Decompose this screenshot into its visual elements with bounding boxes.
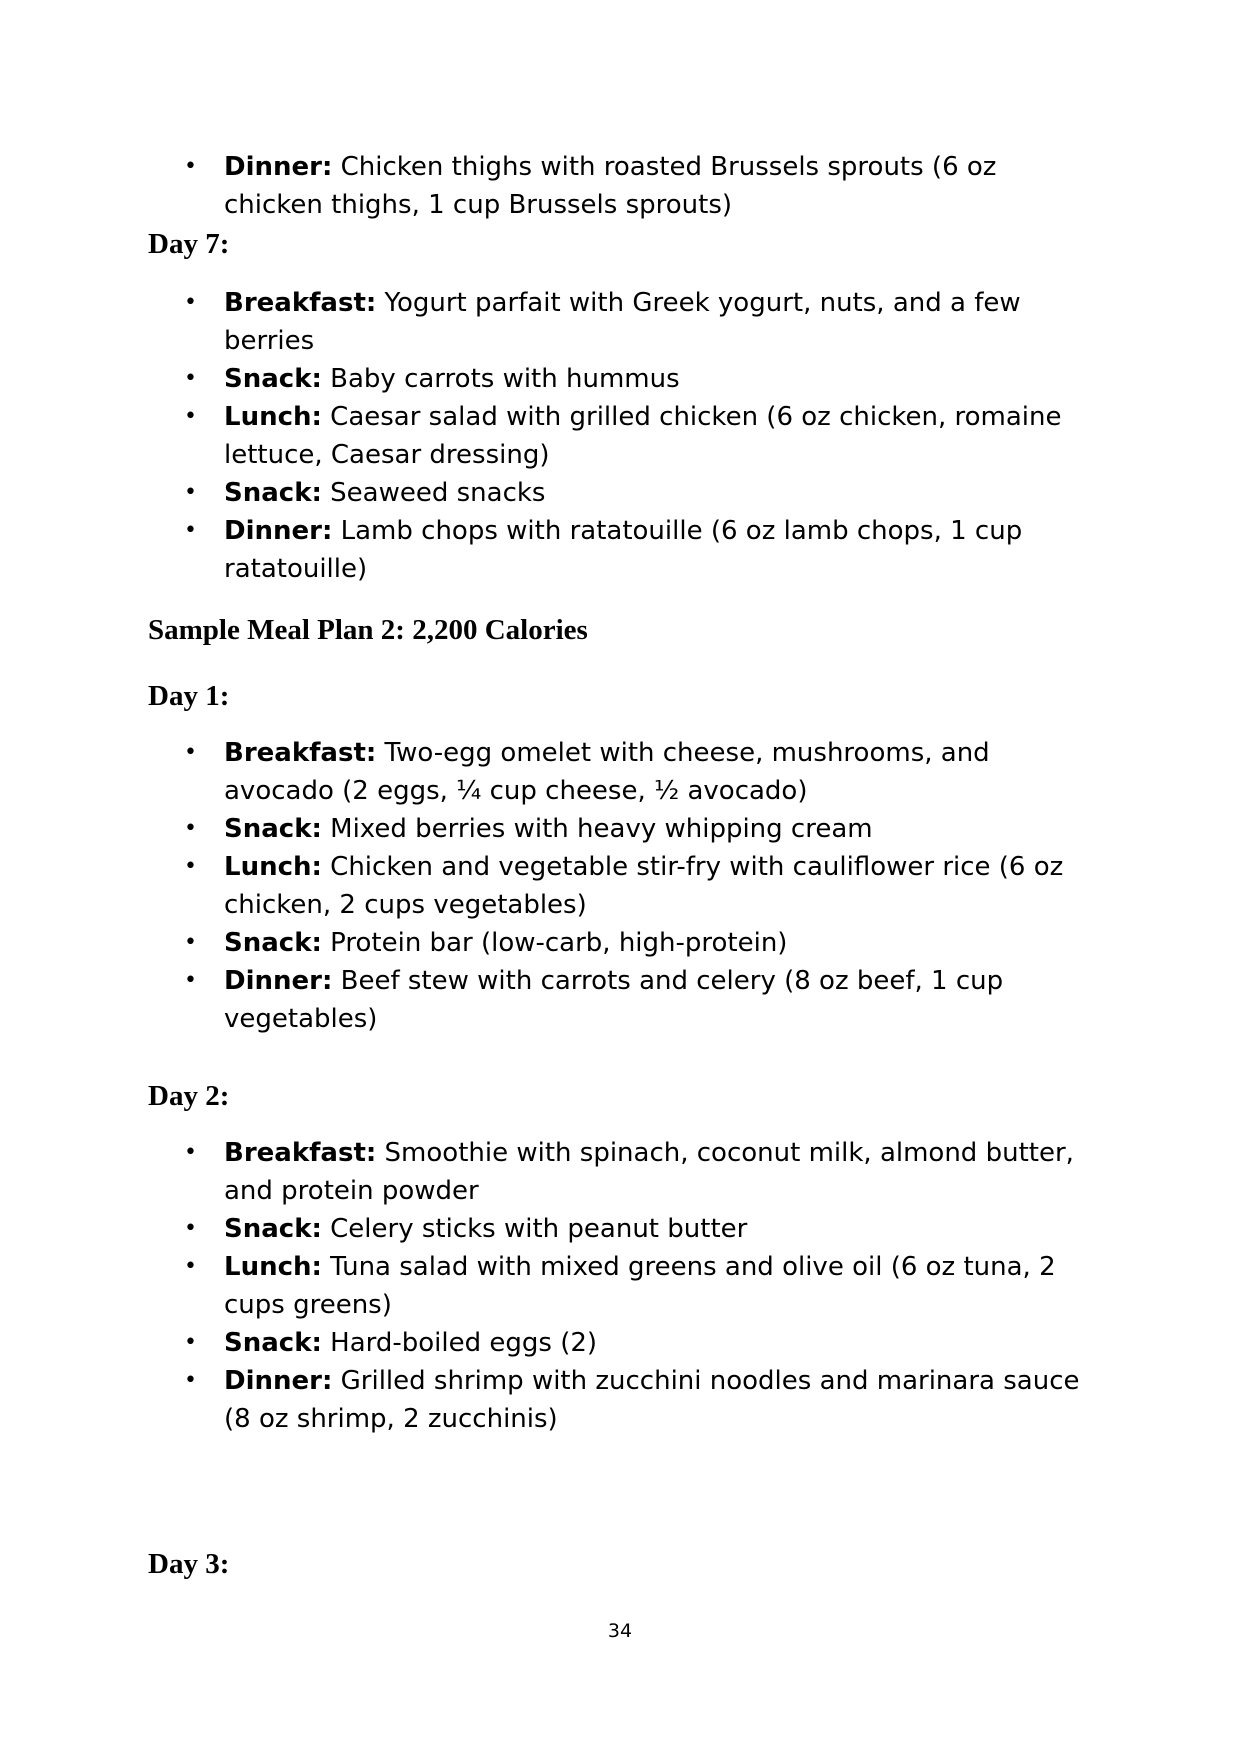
list-item [148, 398, 1098, 474]
bullet-icon: • [184, 1368, 197, 1393]
list-item [148, 810, 1098, 848]
list-item [148, 1362, 1098, 1438]
plan2-day1-meal-list [148, 734, 1098, 1038]
page-number: 34 [607, 1620, 633, 1642]
bullet-icon: • [184, 480, 197, 505]
bullet-icon: • [184, 366, 197, 391]
list-item [148, 1134, 1098, 1210]
meal-label: Breakfast: [224, 1138, 377, 1168]
meal-text: Yogurt parfait with Greek yogurt, nuts, and a few berries [224, 288, 1021, 356]
list-item [148, 148, 1098, 224]
bullet-icon: • [184, 404, 197, 429]
list-item [148, 962, 1098, 1038]
meal-label: Snack: [224, 814, 322, 844]
bullet-icon: • [184, 1216, 197, 1241]
bullet-icon: • [184, 968, 197, 993]
plan2-day1-heading: Day 1: [148, 680, 230, 712]
bullet-icon: • [184, 930, 197, 955]
list-item [148, 1248, 1098, 1324]
bullet-icon: • [184, 1254, 197, 1279]
meal-text: Lamb chops with ratatouille (6 oz lamb chops, 1 cup ratatouille) [224, 516, 1023, 584]
meal-label: Snack: [224, 1328, 322, 1358]
meal-label: Lunch: [224, 852, 322, 882]
meal-text: Tuna salad with mixed greens and olive oil (6 oz tuna, 2 cups greens) [224, 1252, 1056, 1320]
list-item [148, 734, 1098, 810]
bullet-icon: • [184, 290, 197, 315]
list-item [148, 284, 1098, 360]
bullet-icon: • [184, 816, 197, 841]
meal-label: Lunch: [224, 402, 322, 432]
meal-text: Celery sticks with peanut butter [321, 1214, 748, 1244]
meal-label: Breakfast: [224, 738, 377, 768]
meal-text: Hard-boiled eggs (2) [321, 1328, 598, 1358]
meal-text: Two-egg omelet with cheese, mushrooms, and avocado (2 eggs, ¼ cup cheese, ½ avocado) [224, 738, 990, 806]
top-meal-list [148, 148, 1098, 224]
meal-text: Baby carrots with hummus [321, 364, 680, 394]
list-item [148, 848, 1098, 924]
meal-label: Dinner: [224, 152, 333, 182]
bullet-icon: • [184, 1140, 197, 1165]
list-item [148, 1324, 1098, 1362]
meal-text: Grilled shrimp with zucchini noodles and marinara sauce (8 oz shrimp, 2 zucchinis) [224, 1366, 1080, 1434]
meal-label: Snack: [224, 928, 322, 958]
bullet-icon: • [184, 854, 197, 879]
list-item [148, 512, 1098, 588]
meal-label: Snack: [224, 364, 322, 394]
meal-text: Mixed berries with heavy whipping cream [321, 814, 873, 844]
plan2-day3-heading: Day 3: [148, 1548, 230, 1580]
meal-label: Snack: [224, 1214, 322, 1244]
plan2-day2-heading: Day 2: [148, 1080, 230, 1112]
plan2-day2-meal-list [148, 1134, 1098, 1438]
meal-text: Beef stew with carrots and celery (8 oz beef, 1 cup vegetables) [224, 966, 1004, 1034]
meal-label: Dinner: [224, 966, 333, 996]
bullet-icon: • [184, 518, 197, 543]
meal-label: Dinner: [224, 516, 333, 546]
list-item [148, 360, 1098, 398]
meal-label: Snack: [224, 478, 322, 508]
day7-heading: Day 7: [148, 228, 230, 260]
meal-text: Smoothie with spinach, coconut milk, almond butter, and protein powder [224, 1138, 1074, 1206]
bullet-icon: • [184, 740, 197, 765]
list-item [148, 474, 1098, 512]
meal-text: Protein bar (low-carb, high-protein) [321, 928, 788, 958]
bullet-icon: • [184, 1330, 197, 1355]
list-item [148, 924, 1098, 962]
bullet-icon: • [184, 154, 197, 179]
list-item [148, 1210, 1098, 1248]
meal-label: Breakfast: [224, 288, 377, 318]
meal-text: Caesar salad with grilled chicken (6 oz chicken, romaine lettuce, Caesar dressing) [224, 402, 1062, 470]
meal-text: Chicken and vegetable stir-fry with cauliflower rice (6 oz chicken, 2 cups vegetables) [224, 852, 1064, 920]
day7-meal-list [148, 284, 1098, 588]
plan2-heading: Sample Meal Plan 2: 2,200 Calories [148, 614, 588, 646]
meal-label: Lunch: [224, 1252, 322, 1282]
meal-label: Dinner: [224, 1366, 333, 1396]
meal-text: Seaweed snacks [321, 478, 546, 508]
meal-text: Chicken thighs with roasted Brussels sprouts (6 oz chicken thighs, 1 cup Brussels sprouts) [224, 152, 997, 220]
